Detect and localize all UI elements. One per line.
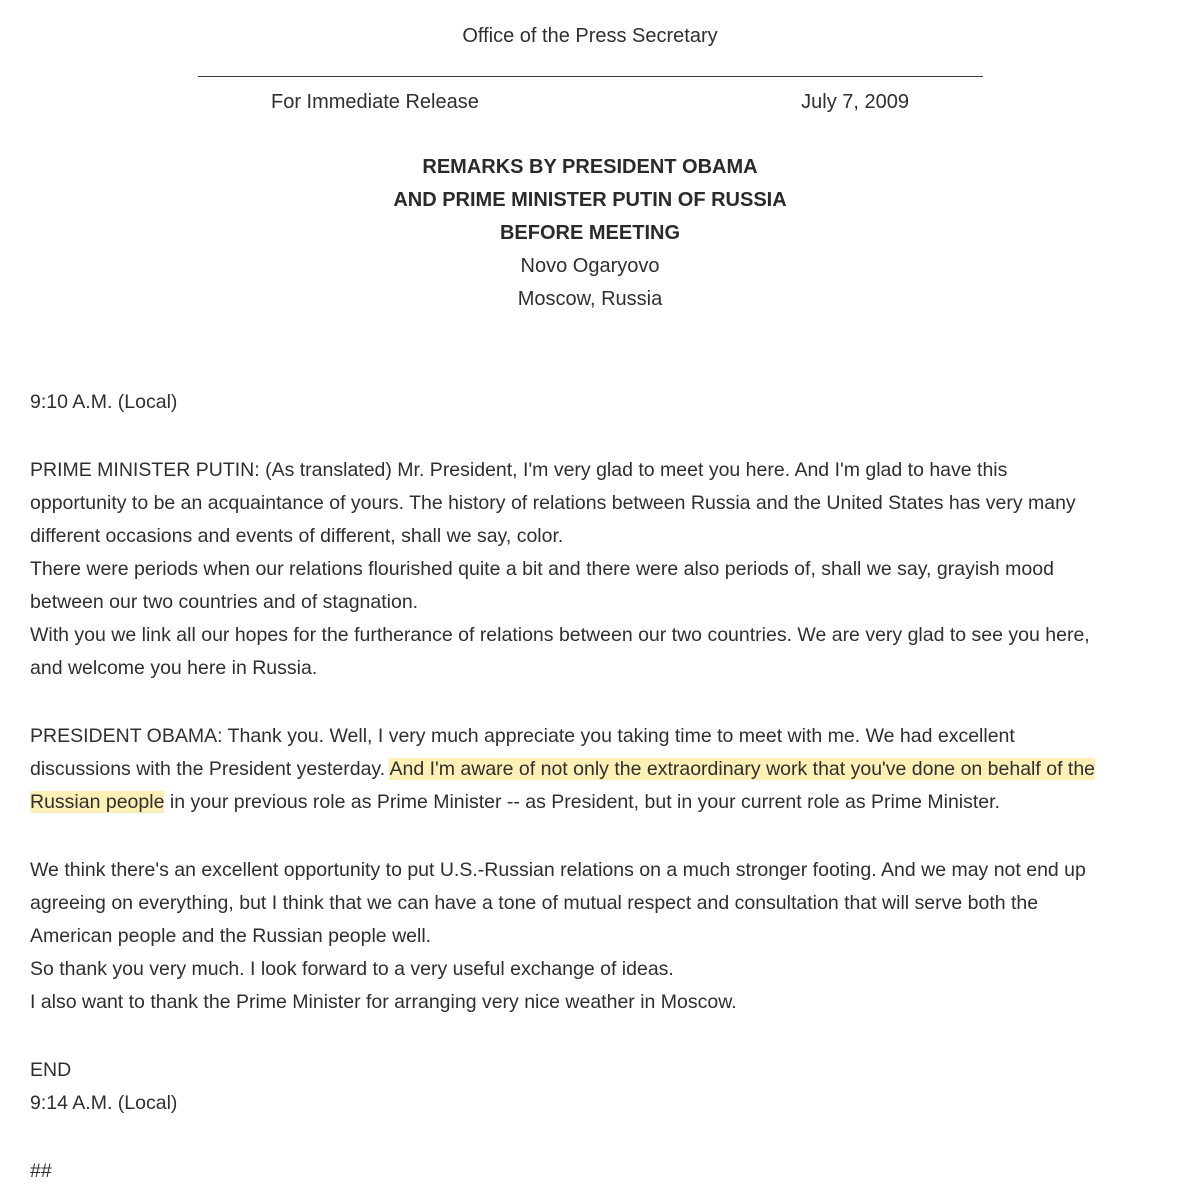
paragraph-gap [30, 819, 1170, 854]
obama-paragraph-1 [30, 720, 1170, 819]
transcript-line: and welcome you here in Russia. [30, 657, 318, 679]
highlighted-text: Russian people [30, 791, 165, 813]
transcript-line: PRIME MINISTER PUTIN: (As translated) Mr. President, I'm very glad to meet you here. And I'm glad to have this [30, 459, 1008, 481]
obama-paragraph-2 [30, 854, 1170, 1019]
title-line: REMARKS BY PRESIDENT OBAMA [422, 156, 758, 178]
title-line: AND PRIME MINISTER PUTIN OF RUSSIA [393, 189, 787, 211]
transcript-line: There were periods when our relations flourished quite a bit and there were also periods of, shall we say, grayish mood [30, 558, 1054, 580]
transcript-line: PRESIDENT OBAMA: Thank you. Well, I very much appreciate you taking time to meet with me. We had excellent [30, 725, 1015, 747]
transcript-line: With you we link all our hopes for the furtherance of relations between our two countries. We are very glad to see you here, [30, 624, 1090, 646]
document-title-block [0, 151, 1180, 316]
end-label: END [30, 1059, 72, 1081]
location-line: Moscow, Russia [517, 288, 663, 310]
transcript-line [30, 753, 1170, 786]
paragraph-gap [30, 1019, 1170, 1054]
putin-paragraph [30, 454, 1170, 685]
location-line: Novo Ogaryovo [520, 255, 660, 277]
transcript-line: We think there's an excellent opportunity to put U.S.-Russian relations on a much stronger footing. And we may not end up [30, 859, 1086, 881]
transcript-line: So thank you very much. I look forward to a very useful exchange of ideas. [30, 958, 674, 980]
release-date: July 7, 2009 [801, 91, 909, 113]
header-divider [198, 76, 983, 77]
release-label: For Immediate Release [271, 91, 479, 113]
paragraph-gap [30, 419, 1170, 454]
office-heading: Office of the Press Secretary [462, 25, 718, 47]
transcript-body [30, 386, 1170, 1188]
start-time: 9:10 A.M. (Local) [30, 391, 178, 413]
highlighted-text: And I'm aware of not only the extraordinary work that you've done on behalf of the [389, 758, 1096, 780]
transcript-line: American people and the Russian people well. [30, 925, 432, 947]
paragraph-gap [30, 1120, 1170, 1155]
line-text: in your previous role as Prime Minister -- as President, but in your current role as Prime Minister. [164, 791, 1000, 813]
transcript-line: I also want to thank the Prime Minister for arranging very nice weather in Moscow. [30, 991, 737, 1013]
transcript-line: agreeing on everything, but I think that we can have a tone of mutual respect and consultation that will serve both the [30, 892, 1039, 914]
transcript-line: opportunity to be an acquaintance of yours. The history of relations between Russia and the United States has very many [30, 492, 1076, 514]
line-text: discussions with the President yesterday. [30, 758, 390, 780]
closing-mark: ## [30, 1160, 52, 1182]
transcript-line: different occasions and events of different, shall we say, color. [30, 525, 564, 547]
paragraph-gap [30, 685, 1170, 720]
transcript-line [30, 786, 1170, 819]
end-time: 9:14 A.M. (Local) [30, 1092, 178, 1114]
title-line: BEFORE MEETING [499, 222, 680, 244]
transcript-line: between our two countries and of stagnation. [30, 591, 419, 613]
